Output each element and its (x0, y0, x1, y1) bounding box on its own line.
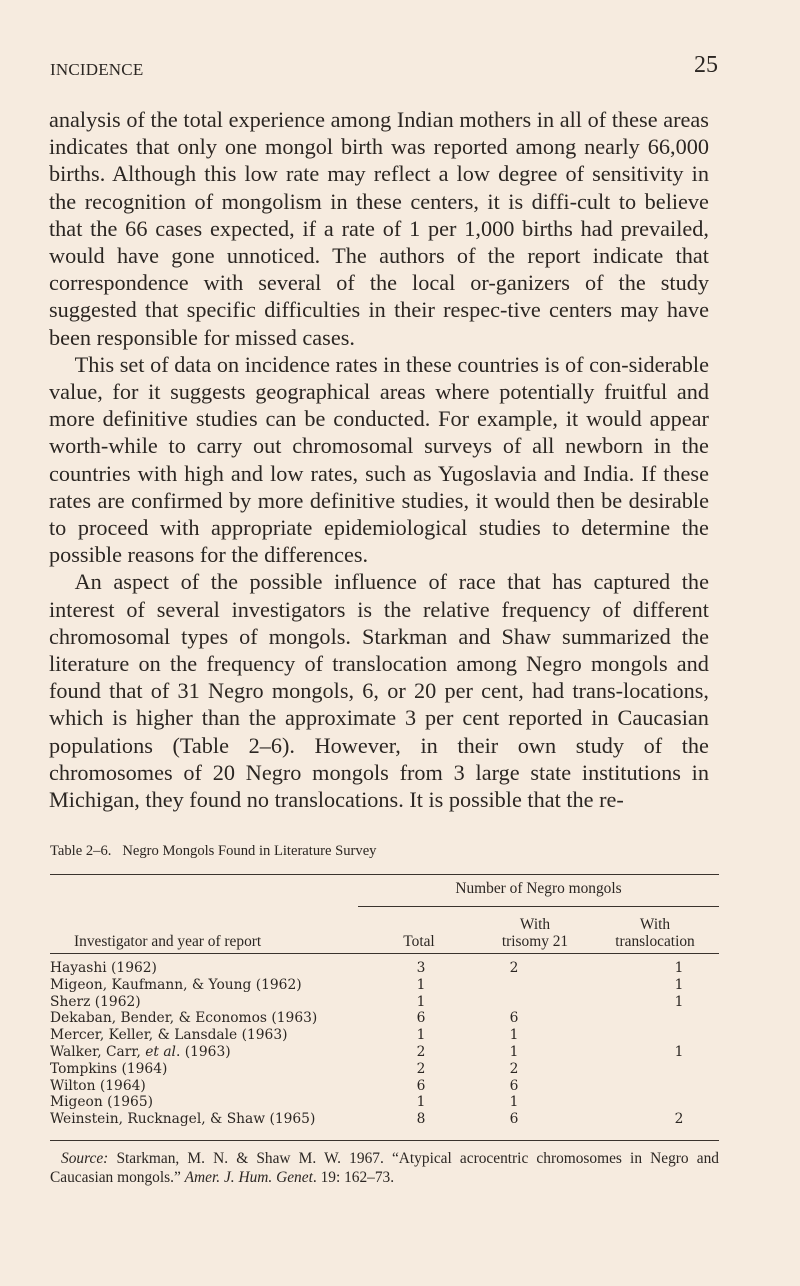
column-header-translocation-line2: translocation (615, 933, 695, 950)
investigator-text: Dekaban, Bender, & Economos (1963) (50, 1010, 318, 1027)
investigator-text: Migeon, Kaufmann, & Young (1962) (50, 976, 302, 993)
cell-trisomy: 1 (509, 1027, 519, 1044)
cell-total: 1 (416, 1094, 426, 1111)
table-row (50, 1094, 719, 1111)
body-text (49, 106, 709, 813)
cell-investigator (50, 994, 141, 1011)
investigator-tail-text: . (1963) (175, 1043, 231, 1060)
investigator-italic-text: et al (145, 1043, 176, 1060)
paragraph-1: analysis of the total experience among Indian mothers in all of these areas indicates that only one mongol birth was reported among nearly 66,000 births. Although this low rate may reflect a low degree of sensitivity in the recognition of mongolism in these centers, it is diffi-cult to believe that the 66 cases expected, if a rate of 1 per 1,000 births had prevailed, would have gone unnoticed. The authors of the report indicate that correspondence with several of the local or-ganizers of the study suggested that specific difficulties in their respec-tive centers may have been responsible for missed cases. (49, 107, 709, 350)
column-header-trisomy-line1: With (519, 916, 551, 933)
cell-total: 2 (416, 1060, 426, 1077)
investigator-text: Migeon (1965) (50, 1094, 153, 1111)
table-caption: Table 2–6. Negro Mongols Found in Literature Survey (50, 843, 377, 859)
cell-trisomy: 6 (509, 1010, 519, 1027)
investigator-text: Sherz (1962) (50, 993, 141, 1010)
table-row (50, 1078, 719, 1095)
table-row (50, 1010, 719, 1027)
column-header-translocation-line1: With (639, 916, 671, 933)
cell-trisomy: 6 (509, 1077, 519, 1094)
cell-investigator (50, 1061, 167, 1078)
cell-translocation: 1 (674, 1043, 684, 1060)
source-journal: Amer. J. Hum. Genet (184, 1169, 313, 1186)
column-header-trisomy (490, 916, 580, 950)
cell-total: 1 (416, 1027, 426, 1044)
page-number: 25 (694, 52, 718, 78)
cell-investigator (50, 1094, 153, 1111)
investigator-text: Hayashi (1962) (50, 960, 157, 976)
table-row (50, 960, 719, 977)
cell-investigator (50, 960, 157, 977)
column-header-trisomy-line2: trisomy 21 (501, 933, 569, 950)
table-row (50, 1027, 719, 1044)
cell-trisomy: 1 (509, 1043, 519, 1060)
source-citation: Starkman, M. N. & Shaw M. W. 1967. “Atypical acrocentric chromosomes in Negro and Caucasian mongols.” (50, 1150, 719, 1186)
cell-trisomy: 2 (509, 960, 519, 976)
table-row (50, 1061, 719, 1078)
table-top-rule (50, 874, 719, 875)
table-row (50, 1111, 719, 1128)
cell-investigator (50, 1044, 231, 1061)
cell-investigator (50, 1027, 288, 1044)
running-head: INCIDENCE (50, 60, 144, 79)
cell-translocation: 2 (674, 1111, 684, 1128)
column-header-investigator: Investigator and year of report (74, 933, 262, 950)
cell-total: 6 (416, 1010, 426, 1027)
cell-total: 1 (416, 976, 426, 993)
investigator-text: Mercer, Keller, & Lansdale (1963) (50, 1027, 288, 1044)
spanning-header-rule (358, 906, 719, 907)
table-bottom-rule (50, 1140, 719, 1141)
investigator-text: Wilton (1964) (50, 1077, 146, 1094)
column-header-total: Total (403, 933, 435, 950)
cell-translocation: 1 (674, 960, 684, 976)
cell-translocation: 1 (674, 993, 684, 1010)
cell-investigator (50, 1111, 315, 1128)
table-header-rule (50, 953, 719, 954)
cell-total: 2 (416, 1043, 426, 1060)
investigator-text: Tompkins (1964) (50, 1060, 168, 1077)
investigator-text: Weinstein, Rucknagel, & Shaw (1965) (50, 1111, 316, 1128)
cell-total: 3 (416, 960, 426, 976)
table-source-note (50, 1149, 719, 1187)
cell-translocation: 1 (674, 976, 684, 993)
column-header-translocation (600, 916, 710, 950)
cell-total: 1 (416, 993, 426, 1010)
table-body (50, 960, 719, 1128)
paragraph-2: This set of data on incidence rates in these countries is of con-siderable value, for it suggests geographical areas where potentially fruitful and more definitive studies can be conducted. For example, it would appear worth-while to carry out chromosomal surveys of all newborn in the countries with high and low rates, such as Yugoslavia and India. If these rates are confirmed by more definitive studies, it would then be desirable to proceed with appropriate epidemiological studies to determine the possible reasons for the differences. (49, 351, 709, 568)
table-row (50, 1044, 719, 1061)
investigator-text: Walker, Carr, (50, 1043, 146, 1060)
cell-investigator (50, 977, 302, 994)
source-label: Source: (61, 1150, 109, 1167)
cell-trisomy: 6 (509, 1111, 519, 1128)
paragraph-3: An aspect of the possible influence of race that has captured the interest of several investigators is the relative frequency of different chromosomal types of mongols. Starkman and Shaw summarized the literature on the frequency of translocation among Negro mongols and found that of 31 Negro mongols, 6, or 20 per cent, had trans-locations, which is higher than the approximate 3 per cent reported in Caucasian populations (Table 2–6). However, in their own study of the chromosomes of 20 Negro mongols from 3 large state institutions in Michigan, they found no translocations. It is possible that the re- (49, 569, 709, 813)
source-volume-pages: . 19: 162–73. (312, 1169, 395, 1186)
cell-trisomy: 2 (509, 1060, 519, 1077)
cell-investigator (50, 1078, 146, 1095)
spanning-header: Number of Negro mongols (455, 880, 622, 897)
cell-total: 8 (416, 1111, 426, 1128)
cell-investigator (50, 1010, 317, 1027)
cell-total: 6 (416, 1077, 426, 1094)
table-row (50, 977, 719, 994)
table-row (50, 994, 719, 1011)
cell-trisomy: 1 (509, 1094, 519, 1111)
